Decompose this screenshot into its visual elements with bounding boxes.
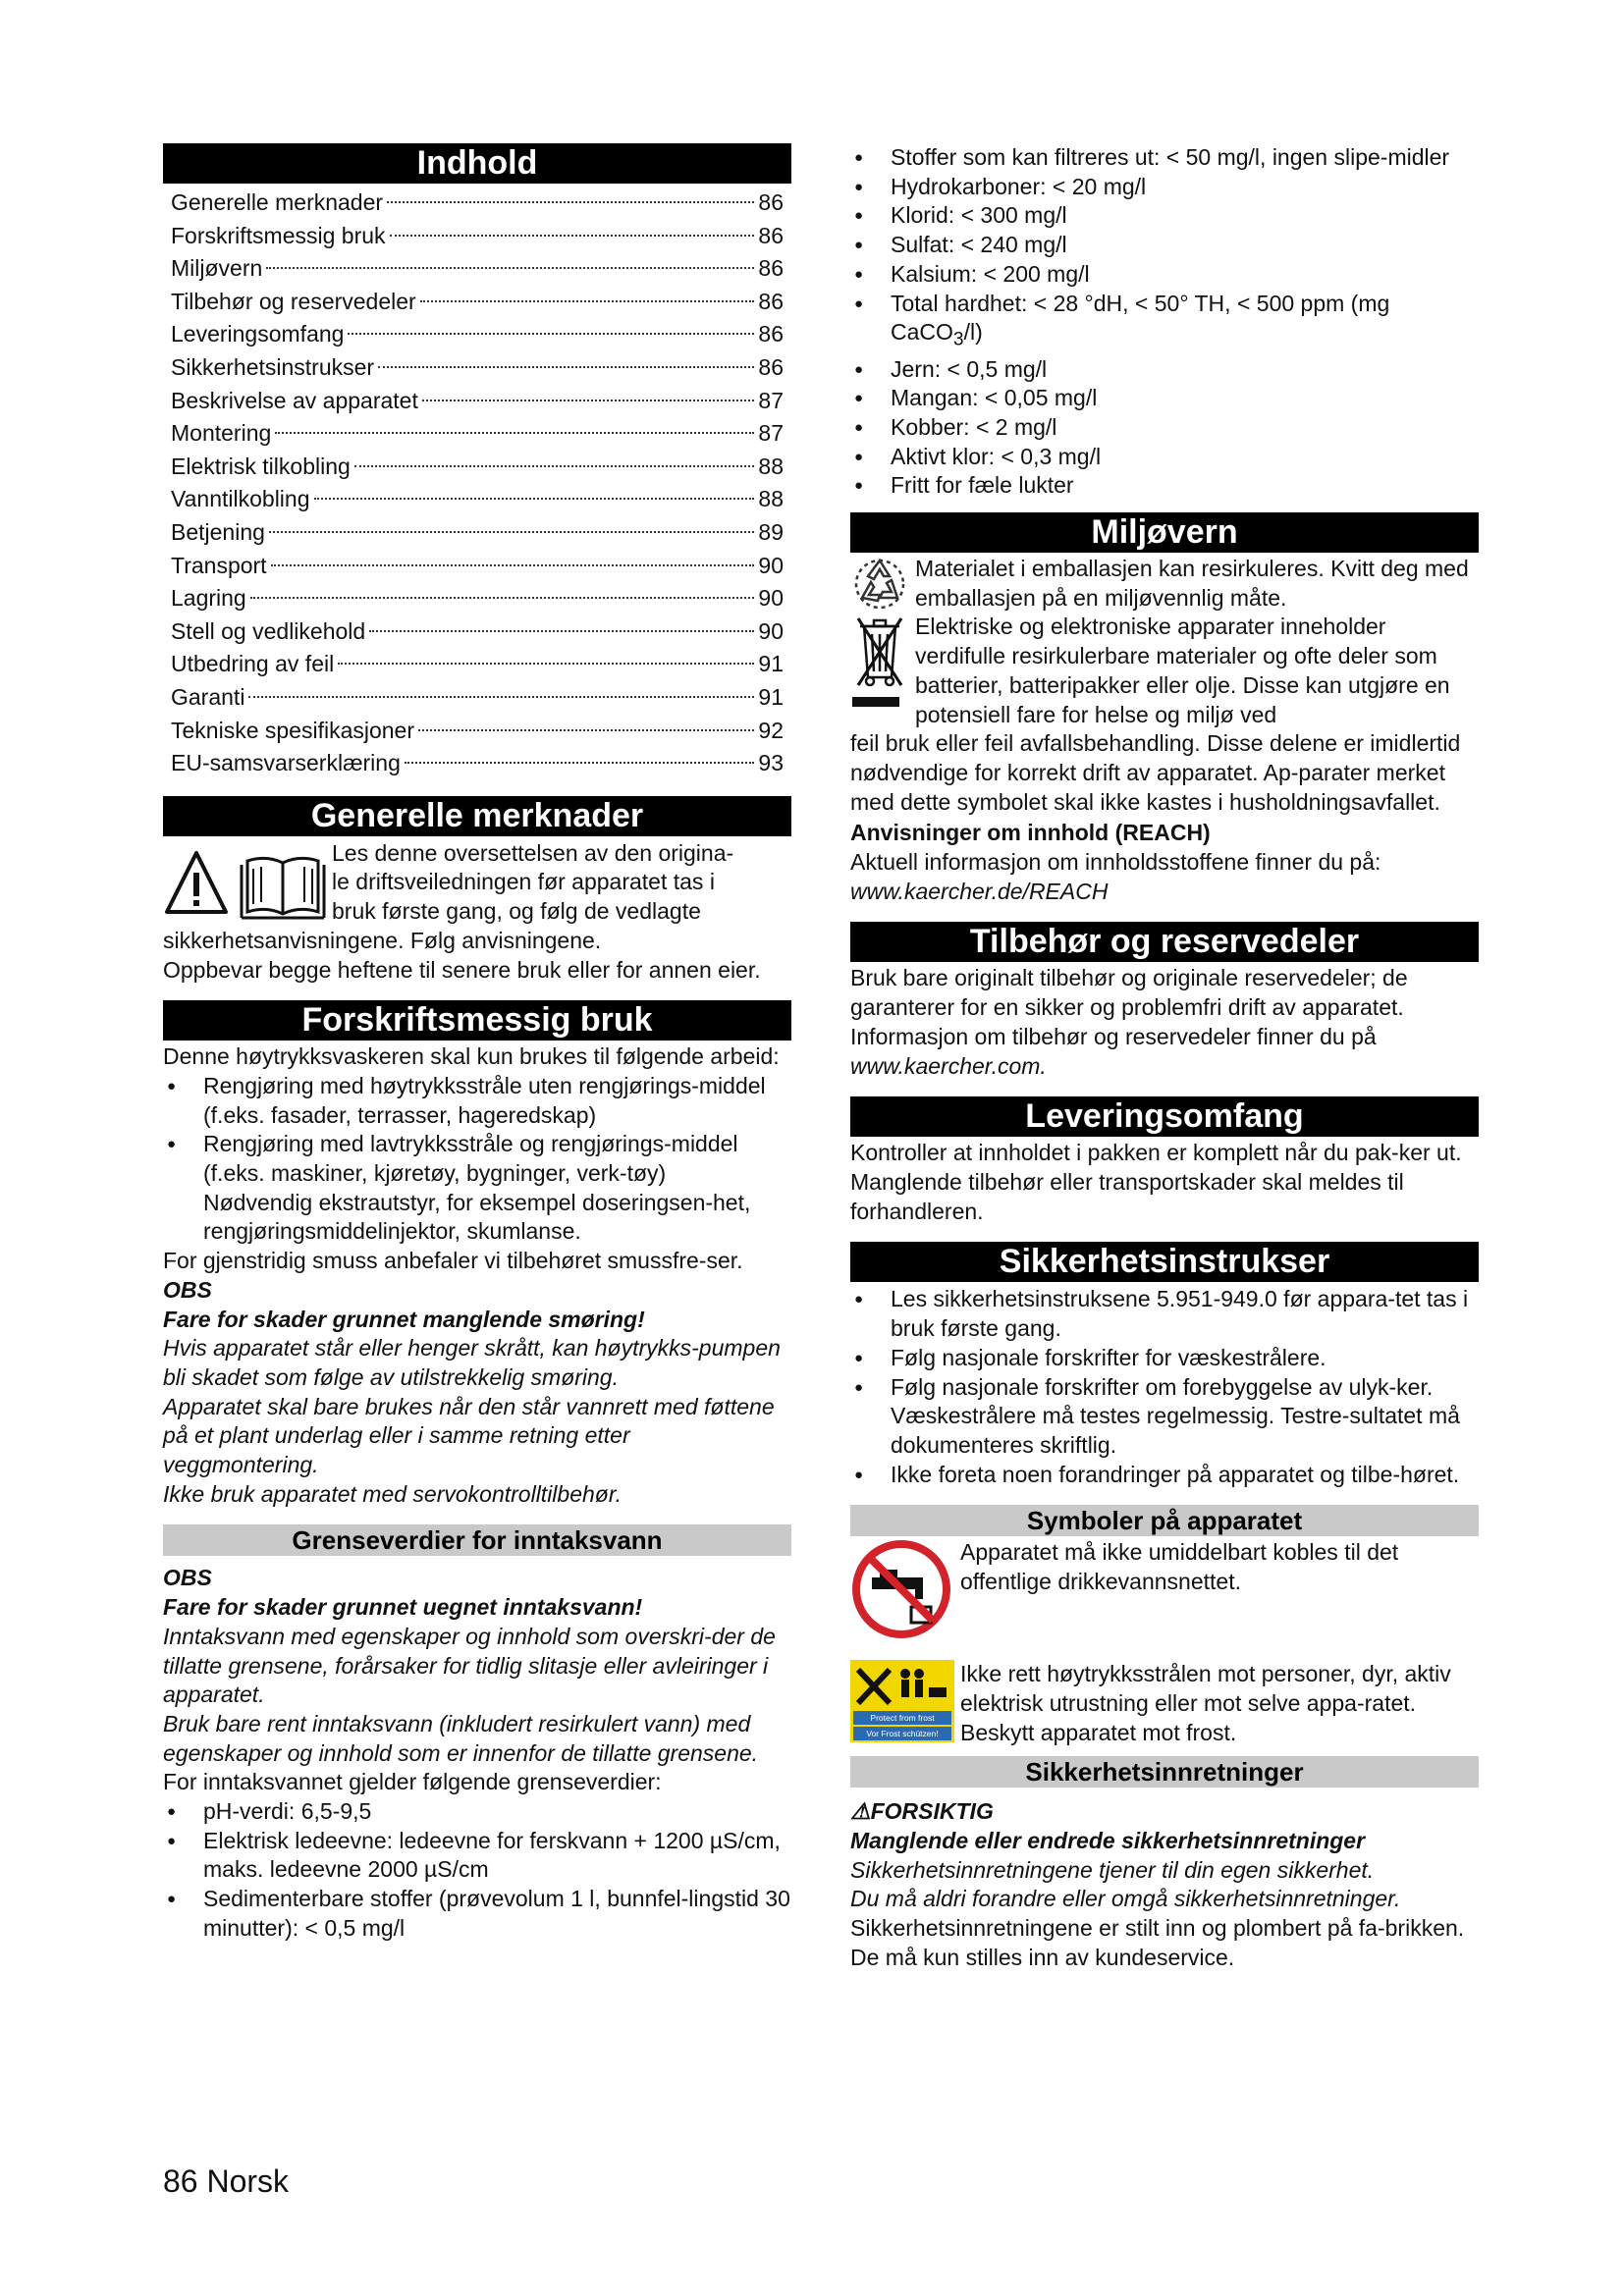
list-item: ● Elektrisk ledeevne: ledeevne for ferskvann + 1200 µS/cm, maks. ledeevne 2000 µS/cm bbox=[163, 1827, 791, 1885]
list-item: ● Jern: < 0,5 mg/l bbox=[850, 355, 1479, 385]
tilbehor-url[interactable]: www.kaercher.com. bbox=[850, 1052, 1047, 1079]
toc-entry-page: 91 bbox=[758, 651, 784, 677]
warning-text-2: Bruk bare rent inntaksvann (inkludert resirkulert vann) med egenskaper og innhold som er innenfor de tillatte grensene. bbox=[163, 1710, 759, 1766]
caution-label: ⚠FORSIKTIG bbox=[850, 1798, 994, 1825]
toc-leader-dots bbox=[348, 333, 754, 335]
toc-leader-dots bbox=[248, 696, 754, 698]
list-item: ● Sedimenterbare stoffer (prøvevolum 1 l, bunnfel-lingstid 30 minutter): < 0,5 mg/l bbox=[163, 1885, 791, 1943]
warning-text-2: Apparatet skal bare brukes når den står vannrett med føttene på et plant underlag eller i samme retning etter veggmontering. bbox=[163, 1393, 775, 1478]
frost-label-de: Vor Frost schützen! bbox=[866, 1729, 939, 1739]
toc-leader-dots bbox=[369, 630, 754, 632]
toc-entry[interactable] bbox=[163, 351, 791, 385]
grense-paragraph: For inntaksvannet gjelder følgende grenseverdier: bbox=[163, 1769, 662, 1795]
toc-entry-title: Elektrisk tilkobling bbox=[171, 453, 351, 479]
caution-text-1: Sikkerhetsinnretningene tjener til din egen sikkerhet. bbox=[850, 1856, 1375, 1883]
toc-entry-page: 86 bbox=[758, 353, 784, 380]
limit-values-list bbox=[850, 143, 1479, 501]
toc-leader-dots bbox=[269, 531, 754, 533]
reach-text: Aktuell informasjon om innholdsstoffene finner du på: bbox=[850, 849, 1381, 876]
reach-heading: Anvisninger om innhold (REACH) bbox=[850, 820, 1211, 846]
toc-entry-page: 90 bbox=[758, 617, 784, 644]
recycling-icon bbox=[850, 555, 915, 610]
toc-entry-title: Tekniske spesifikasjoner bbox=[171, 717, 415, 743]
miljo-paragraph-2: Elektriske og elektroniske apparater inneholder verdifulle resirkulerbare materialer og ofte deler som batterier, batteripakker eller olje. Disse kan utgjøre en potensiell fare for helse og miljø ved bbox=[915, 614, 1450, 727]
toc-entry-page: 87 bbox=[758, 420, 784, 447]
toc-leader-dots bbox=[314, 498, 755, 500]
toc-entry-title: Generelle merknader bbox=[171, 189, 384, 215]
toc-entry-page: 88 bbox=[758, 486, 784, 512]
table-of-contents bbox=[163, 184, 791, 780]
toc-entry[interactable] bbox=[163, 648, 791, 681]
miljo-paragraph-1: Materialet i emballasjen kan resirkuleres. Kvitt deg med emballasjen på en miljøvennlig måte. bbox=[915, 556, 1469, 611]
generelle-line-3: bruk første gang, og følg de vedlagte bbox=[332, 898, 701, 925]
warning-book-icon bbox=[163, 839, 332, 924]
crossed-bin-icon bbox=[850, 613, 915, 715]
symboler-heading: Symboler på apparatet bbox=[850, 1505, 1479, 1536]
toc-leader-dots bbox=[390, 235, 755, 237]
toc-entry-title: Betjening bbox=[171, 518, 265, 545]
toc-leader-dots bbox=[418, 729, 754, 731]
toc-entry-title: Garanti bbox=[171, 683, 245, 710]
list-item: ● pH-verdi: 6,5-9,5 bbox=[163, 1797, 791, 1827]
left-column bbox=[163, 143, 791, 1944]
reach-url[interactable]: www.kaercher.de/REACH bbox=[850, 878, 1109, 904]
forskrifts-list bbox=[163, 1072, 791, 1189]
tilbehor-heading: Tilbehør og reservedeler bbox=[850, 922, 1479, 962]
list-item: ● Sulfat: < 240 mg/l bbox=[850, 231, 1479, 260]
obs-label: OBS bbox=[163, 1565, 212, 1591]
forskrifts-extra: Nødvendig ekstrautstyr, for eksempel doseringsen-het, rengjøringsmiddelinjektor, skumlanse. bbox=[203, 1189, 751, 1245]
grense-heading: Grenseverdier for inntaksvann bbox=[163, 1524, 791, 1556]
toc-leader-dots bbox=[387, 201, 754, 203]
warning-text-1: Hvis apparatet står eller henger skrått, kan høytrykks-pumpen bli skadet som følge av utilstrekkelig smøring. bbox=[163, 1335, 781, 1390]
generelle-line-4: sikkerhetsanvisningene. Følg anvisningene. bbox=[163, 927, 602, 953]
toc-entry-title: Montering bbox=[171, 420, 272, 447]
list-item: ● Fritt for fæle lukter bbox=[850, 471, 1479, 501]
toc-entry-title: Sikkerhetsinstrukser bbox=[171, 353, 375, 380]
toc-entry-title: Miljøvern bbox=[171, 255, 263, 282]
symbol-text-2: Ikke rett høytrykksstrålen mot personer, dyr, aktiv elektrisk utrustning eller mot selve appa-ratet. Beskytt apparatet mot frost. bbox=[960, 1661, 1451, 1745]
generelle-line-1: Les denne oversettelsen av den origina- bbox=[332, 839, 734, 866]
toc-entry-page: 90 bbox=[758, 585, 784, 612]
toc-leader-dots bbox=[378, 366, 754, 368]
toc-entry-title: EU-samsvarserklæring bbox=[171, 750, 401, 776]
toc-entry[interactable] bbox=[163, 516, 791, 550]
toc-entry-title: Lagring bbox=[171, 585, 246, 612]
toc-entry-page: 88 bbox=[758, 453, 784, 479]
toc-entry-page: 86 bbox=[758, 189, 784, 215]
frost-label-en: Protect from frost bbox=[870, 1713, 935, 1724]
toc-leader-dots bbox=[422, 400, 755, 401]
toc-entry[interactable] bbox=[163, 187, 791, 220]
toc-entry-title: Stell og vedlikehold bbox=[171, 617, 366, 644]
miljo-heading: Miljøvern bbox=[850, 512, 1479, 553]
list-item-hardness bbox=[850, 290, 1479, 355]
forskrifts-paragraph-2: For gjenstridig smuss anbefaler vi tilbehøret smussfre-ser. bbox=[163, 1248, 743, 1274]
toc-leader-dots bbox=[405, 762, 755, 764]
sikker-heading: Sikkerhetsinstrukser bbox=[850, 1242, 1479, 1282]
toc-entry-title: Transport bbox=[171, 552, 267, 578]
toc-entry-page: 86 bbox=[758, 255, 784, 282]
toc-entry-page: 93 bbox=[758, 750, 784, 776]
toc-entry[interactable] bbox=[163, 550, 791, 583]
toc-entry[interactable] bbox=[163, 286, 791, 319]
toc-entry-page: 86 bbox=[758, 321, 784, 347]
list-item: ● Klorid: < 300 mg/l bbox=[850, 201, 1479, 231]
warning-text-1: Inntaksvann med egenskaper og innhold som overskri-der de tillatte grensene, forårsaker for tidlig slitasje eller avleiringer i apparatet. bbox=[163, 1623, 776, 1708]
list-item: ● Aktivt klor: < 0,3 mg/l bbox=[850, 443, 1479, 472]
toc-leader-dots bbox=[275, 432, 754, 434]
warning-text-3: Ikke bruk apparatet med servokontrolltilbehør. bbox=[163, 1480, 623, 1507]
caution-title: Manglende eller endrede sikkerhetsinnretninger bbox=[850, 1828, 1366, 1854]
toc-heading: Indhold bbox=[163, 143, 791, 184]
toc-entry-page: 90 bbox=[758, 552, 784, 578]
toc-entry-page: 92 bbox=[758, 717, 784, 743]
sikker-list bbox=[850, 1285, 1479, 1489]
list-item: ● Følg nasjonale forskrifter om forebyggelse av ulyk-ker. Væskestrålere må testes regelmessig. Testre-sultatet må dokumenteres skriftlig. bbox=[850, 1373, 1479, 1461]
obs-label: OBS bbox=[163, 1276, 212, 1303]
list-item: ● Ikke foreta noen forandringer på apparatet og tilbe-høret. bbox=[850, 1461, 1479, 1490]
page-footer: 86 Norsk bbox=[163, 2163, 290, 2199]
hardness-subscript: 3 bbox=[952, 329, 964, 350]
warning-title: Fare for skader grunnet manglende smøring! bbox=[163, 1306, 645, 1332]
hardness-text: Total hardhet: < 28 °dH, < 50° TH, < 500 ppm (mg CaCO bbox=[891, 290, 1390, 346]
toc-entry-page: 86 bbox=[758, 222, 784, 248]
toc-entry[interactable] bbox=[163, 615, 791, 649]
toc-entry[interactable] bbox=[163, 483, 791, 516]
generelle-line-2: le driftsveiledningen før apparatet tas i bbox=[332, 869, 715, 895]
list-item: ● Kalsium: < 200 mg/l bbox=[850, 260, 1479, 290]
list-item: ● Følg nasjonale forskrifter for væskestrålere. bbox=[850, 1344, 1479, 1373]
toc-entry-title: Utbedring av feil bbox=[171, 651, 335, 677]
no-spray-frost-icon bbox=[850, 1660, 960, 1748]
toc-entry-title: Vanntilkobling bbox=[171, 486, 310, 512]
list-item: ● Les sikkerhetsinstruksene 5.951-949.0 før appara-tet tas i bruk første gang. bbox=[850, 1285, 1479, 1343]
toc-entry[interactable] bbox=[163, 385, 791, 418]
hardness-unit: /l) bbox=[963, 319, 983, 346]
list-item: ● Kobber: < 2 mg/l bbox=[850, 413, 1479, 443]
right-column bbox=[850, 143, 1479, 1973]
toc-entry[interactable] bbox=[163, 220, 791, 253]
toc-entry[interactable] bbox=[163, 318, 791, 351]
toc-entry[interactable] bbox=[163, 715, 791, 748]
list-item: ● Mangan: < 0,05 mg/l bbox=[850, 384, 1479, 413]
toc-entry[interactable] bbox=[163, 252, 791, 286]
list-item: ● Hydrokarboner: < 20 mg/l bbox=[850, 173, 1479, 202]
toc-entry-page: 91 bbox=[758, 683, 784, 710]
grense-list bbox=[163, 1797, 791, 1944]
toc-leader-dots bbox=[271, 564, 755, 566]
toc-entry-page: 87 bbox=[758, 387, 784, 413]
sikkerinnr-paragraph: Sikkerhetsinnretningene er stilt inn og plombert på fa-brikken. De må kun stilles inn av kundeservice. bbox=[850, 1915, 1465, 1970]
miljo-paragraph-2-cont: feil bruk eller feil avfallsbehandling. Disse delene er imidlertid nødvendige for korrekt drift av apparatet. Ap-parater merket med dette symbolet skal ikke kastes i husholdningsavfallet. bbox=[850, 730, 1461, 815]
toc-leader-dots bbox=[420, 300, 755, 302]
toc-entry[interactable] bbox=[163, 582, 791, 615]
list-item: ● Rengjøring med lavtrykksstråle og rengjørings-middel (f.eks. maskiner, kjøretøy, bygninger, verk-tøy) bbox=[163, 1130, 791, 1188]
warning-title: Fare for skader grunnet uegnet inntaksvann! bbox=[163, 1594, 643, 1621]
list-item: ● Stoffer som kan filtreres ut: < 50 mg/l, ingen slipe-midler bbox=[850, 143, 1479, 173]
toc-leader-dots bbox=[266, 267, 754, 269]
symbol-text-1: Apparatet må ikke umiddelbart kobles til det offentlige drikkevannsnettet. bbox=[960, 1539, 1399, 1595]
levering-paragraph: Kontroller at innholdet i pakken er komplett når du pak-ker ut. Manglende tilbehør eller transportskader skal meldes til forhandleren. bbox=[850, 1140, 1462, 1224]
toc-entry[interactable] bbox=[163, 747, 791, 780]
toc-leader-dots bbox=[354, 465, 755, 467]
caution-text-2: Du må aldri forandre eller omgå sikkerhetsinnretninger. bbox=[850, 1886, 1401, 1912]
toc-entry-title: Beskrivelse av apparatet bbox=[171, 387, 418, 413]
toc-entry[interactable] bbox=[163, 417, 791, 451]
forskrifts-heading: Forskriftsmessig bruk bbox=[163, 1000, 791, 1041]
generelle-paragraph-2: Oppbevar begge heftene til senere bruk eller for annen eier. bbox=[163, 956, 761, 983]
tilbehor-paragraph: Bruk bare originalt tilbehør og originale reservedeler; de garanterer for en sikker og problemfri drift av apparatet. Informasjon om tilbehør og reservedeler finner du på bbox=[850, 965, 1408, 1049]
generelle-heading: Generelle merknader bbox=[163, 796, 791, 836]
forskrifts-intro: Denne høytrykksvaskeren skal kun brukes til følgende arbeid: bbox=[163, 1043, 780, 1070]
no-drinking-water-icon bbox=[850, 1538, 960, 1640]
toc-entry-title: Tilbehør og reservedeler bbox=[171, 288, 416, 314]
toc-entry-page: 86 bbox=[758, 288, 784, 314]
toc-entry-title: Leveringsomfang bbox=[171, 321, 345, 347]
toc-entry[interactable] bbox=[163, 681, 791, 715]
toc-leader-dots bbox=[338, 663, 754, 665]
toc-entry-page: 89 bbox=[758, 518, 784, 545]
sikkerinnr-heading: Sikkerhetsinnretninger bbox=[850, 1756, 1479, 1788]
levering-heading: Leveringsomfang bbox=[850, 1096, 1479, 1137]
toc-entry-title: Forskriftsmessig bruk bbox=[171, 222, 386, 248]
toc-entry[interactable] bbox=[163, 451, 791, 484]
list-item: ● Rengjøring med høytrykksstråle uten rengjørings-middel (f.eks. fasader, terrasser, hageredskap) bbox=[163, 1072, 791, 1130]
toc-leader-dots bbox=[250, 597, 755, 599]
